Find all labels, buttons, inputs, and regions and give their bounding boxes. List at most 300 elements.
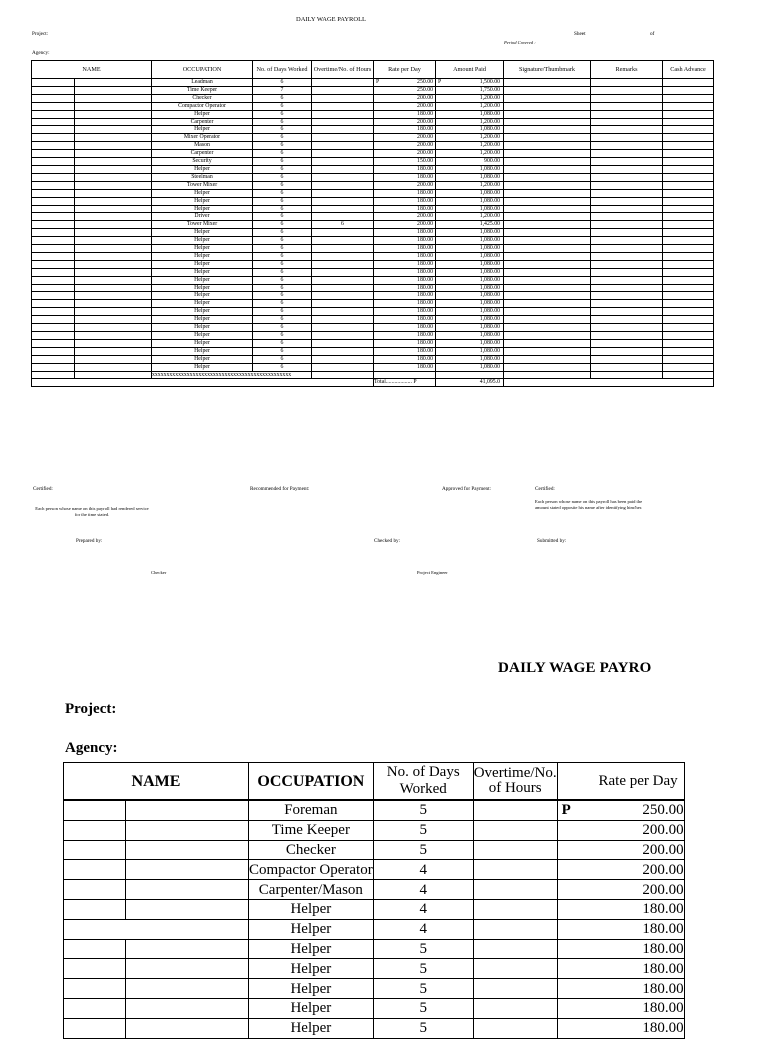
signature-cell bbox=[504, 316, 591, 324]
rate-cell bbox=[374, 86, 436, 94]
row-number-cell bbox=[32, 252, 75, 260]
row-number-cell bbox=[64, 899, 126, 919]
remarks-cell bbox=[591, 284, 663, 292]
days-cell bbox=[253, 173, 312, 181]
cash-advance-cell bbox=[663, 150, 714, 158]
overtime-cell bbox=[312, 324, 374, 332]
separator-cell bbox=[591, 371, 663, 379]
days-cell bbox=[253, 197, 312, 205]
header-signature: Signature/Thumbmark bbox=[504, 61, 591, 79]
separator-cell bbox=[436, 371, 504, 379]
rate-cell bbox=[374, 316, 436, 324]
days-cell bbox=[253, 142, 312, 150]
rate-cell bbox=[374, 150, 436, 158]
table-row bbox=[32, 102, 714, 110]
signature-cell bbox=[504, 142, 591, 150]
name-cell bbox=[75, 347, 152, 355]
cash-advance-cell bbox=[663, 142, 714, 150]
days-cell bbox=[253, 300, 312, 308]
amount-cell-value: 1,080.00 bbox=[479, 363, 500, 370]
amount-cell-value: 1,080.00 bbox=[479, 276, 500, 283]
table-row bbox=[32, 221, 714, 229]
rate-cell bbox=[557, 899, 684, 919]
rate-cell-value: 180.00 bbox=[417, 355, 433, 362]
occupation-cell-value: Foreman bbox=[284, 802, 338, 819]
days-cell-value: 4 bbox=[419, 901, 427, 918]
days-cell bbox=[253, 332, 312, 340]
days-cell bbox=[253, 268, 312, 276]
occupation-cell-value: Tower Mixer bbox=[186, 221, 218, 228]
rate-cell-value: 180.00 bbox=[417, 276, 433, 283]
days-cell bbox=[253, 102, 312, 110]
occupation-cell bbox=[152, 150, 253, 158]
rate-cell-value: 180.00 bbox=[417, 292, 433, 299]
table-row bbox=[32, 197, 714, 205]
cash-advance-cell bbox=[663, 252, 714, 260]
amount-cell bbox=[436, 347, 504, 355]
rate-cell bbox=[557, 840, 684, 860]
occupation-cell bbox=[249, 800, 374, 820]
separator-cell bbox=[152, 371, 312, 379]
rate-cell bbox=[374, 308, 436, 316]
amount-cell-value: 1,200.00 bbox=[479, 150, 500, 157]
occupation-cell-value: Helper bbox=[194, 110, 210, 117]
cash-advance-cell bbox=[663, 165, 714, 173]
occupation-cell-value: Time Keeper bbox=[186, 86, 218, 93]
days-cell bbox=[253, 355, 312, 363]
rate-cell-value: 180.00 bbox=[417, 332, 433, 338]
days-cell bbox=[253, 339, 312, 347]
rate-cell-value: 180.00 bbox=[417, 189, 433, 196]
amount-cell-value: 1,425.00 bbox=[479, 221, 500, 228]
rate-cell bbox=[374, 94, 436, 102]
remarks-cell bbox=[591, 205, 663, 213]
table-row bbox=[32, 339, 714, 347]
project-label: Project: bbox=[32, 31, 49, 37]
rate-cell-value: 180.00 bbox=[417, 110, 433, 117]
overtime-cell bbox=[312, 339, 374, 347]
overtime-cell bbox=[473, 919, 557, 939]
name-cell bbox=[75, 252, 152, 260]
rate-cell-value: 200.00 bbox=[417, 134, 433, 141]
row-number-cell bbox=[64, 800, 126, 820]
amount-cell bbox=[436, 86, 504, 94]
overtime-cell bbox=[473, 800, 557, 820]
prepared-by-label: Prepared by: bbox=[76, 538, 103, 544]
rate-cell-value: 180.00 bbox=[417, 126, 433, 133]
rate-cell bbox=[557, 820, 684, 840]
signature-cell bbox=[504, 252, 591, 260]
days-cell bbox=[253, 205, 312, 213]
name-cell bbox=[75, 339, 152, 347]
occupation-cell bbox=[152, 173, 253, 181]
amount-cell bbox=[436, 165, 504, 173]
name-cell bbox=[75, 134, 152, 142]
days-cell-value: 6 bbox=[280, 189, 284, 196]
table-row bbox=[32, 300, 714, 308]
header-occupation: OCCUPATION bbox=[152, 61, 253, 79]
cash-advance-cell bbox=[663, 110, 714, 118]
table-row bbox=[32, 158, 714, 166]
amount-cell bbox=[436, 102, 504, 110]
amount-cell bbox=[436, 150, 504, 158]
cash-advance-cell bbox=[663, 86, 714, 94]
separator-cell bbox=[75, 371, 152, 379]
days-cell-value: 6 bbox=[280, 300, 284, 307]
days-cell-value: 6 bbox=[280, 197, 284, 204]
days-cell bbox=[253, 237, 312, 245]
amount-cell bbox=[436, 363, 504, 371]
overtime-cell bbox=[473, 998, 557, 1018]
cash-advance-cell bbox=[663, 332, 714, 340]
table-row bbox=[32, 284, 714, 292]
name-cell bbox=[75, 197, 152, 205]
overtime-cell bbox=[473, 820, 557, 840]
rate-cell bbox=[374, 173, 436, 181]
rate-cell bbox=[374, 134, 436, 142]
days-cell-value: 6 bbox=[280, 126, 284, 133]
name-cell bbox=[75, 205, 152, 213]
rate-cell-value: 200.00 bbox=[417, 150, 433, 157]
signature-cell bbox=[504, 260, 591, 268]
name-cell bbox=[75, 102, 152, 110]
occupation-cell bbox=[152, 94, 253, 102]
signature-cell bbox=[504, 165, 591, 173]
overtime-cell bbox=[312, 260, 374, 268]
amount-cell-value: 1,200.00 bbox=[479, 94, 500, 101]
currency-symbol: P bbox=[376, 79, 380, 85]
rate-cell-value: 180.00 bbox=[417, 245, 433, 252]
row-number-cell bbox=[32, 142, 75, 150]
name-cell bbox=[75, 94, 152, 102]
row-number-cell bbox=[32, 300, 75, 308]
rate-cell-value: 180.00 bbox=[417, 363, 433, 370]
row-number-cell bbox=[64, 820, 126, 840]
cash-advance-cell bbox=[663, 229, 714, 237]
cash-advance-cell bbox=[663, 94, 714, 102]
days-cell-value: 6 bbox=[280, 181, 284, 188]
table-row bbox=[32, 94, 714, 102]
remarks-cell bbox=[591, 213, 663, 221]
row-number-cell bbox=[64, 860, 126, 880]
days-cell-value: 6 bbox=[280, 205, 284, 212]
occupation-cell-value: Carpenter bbox=[190, 150, 214, 157]
separator-cell bbox=[312, 371, 374, 379]
occupation-cell-value: Helper bbox=[290, 921, 332, 938]
overtime-cell bbox=[312, 245, 374, 253]
rate-cell-value: 180.00 bbox=[417, 308, 433, 315]
overtime-cell bbox=[312, 173, 374, 181]
occupation-cell-value: Helper bbox=[194, 332, 210, 338]
cash-advance-cell bbox=[663, 339, 714, 347]
overtime-cell-value: 6 bbox=[341, 221, 344, 228]
name-cell bbox=[75, 150, 152, 158]
table-row-large bbox=[64, 1018, 685, 1038]
row-number-cell bbox=[32, 173, 75, 181]
table-row bbox=[32, 268, 714, 276]
occupation-cell-value: Compactor Operator bbox=[178, 102, 226, 109]
table-row bbox=[32, 245, 714, 253]
rate-cell bbox=[374, 79, 436, 87]
table-row bbox=[32, 173, 714, 181]
cash-advance-cell bbox=[663, 126, 714, 134]
amount-cell-value: 1,080.00 bbox=[479, 205, 500, 212]
occupation-cell bbox=[152, 229, 253, 237]
amount-cell bbox=[436, 173, 504, 181]
rate-cell-value: 180.00 bbox=[642, 960, 684, 977]
overtime-cell bbox=[312, 158, 374, 166]
amount-cell-value: 1,080.00 bbox=[479, 197, 500, 204]
table-row bbox=[32, 110, 714, 118]
name-cell bbox=[126, 860, 249, 880]
name-cell bbox=[126, 840, 249, 860]
days-cell bbox=[373, 1018, 473, 1038]
table-row bbox=[32, 165, 714, 173]
total-label: Total.................. P bbox=[374, 379, 417, 386]
separator-cell bbox=[32, 371, 75, 379]
occupation-cell bbox=[152, 197, 253, 205]
days-cell bbox=[253, 252, 312, 260]
occupation-cell bbox=[152, 79, 253, 87]
name-cell bbox=[126, 899, 249, 919]
cash-advance-cell bbox=[663, 276, 714, 284]
project-label-large: Project: bbox=[65, 701, 117, 717]
table-row-large bbox=[64, 860, 685, 880]
days-cell-value: 7 bbox=[280, 86, 284, 93]
table-row bbox=[32, 308, 714, 316]
table-row bbox=[32, 181, 714, 189]
remarks-cell bbox=[591, 221, 663, 229]
occupation-cell-value: Leadman bbox=[191, 79, 213, 85]
occupation-cell bbox=[249, 979, 374, 999]
name-cell bbox=[75, 213, 152, 221]
amount-cell bbox=[436, 181, 504, 189]
row-number-cell bbox=[32, 110, 75, 118]
rate-cell-value: 150.00 bbox=[417, 158, 433, 165]
cash-advance-cell bbox=[663, 363, 714, 371]
rate-cell bbox=[374, 165, 436, 173]
amount-cell-value: 1,080.00 bbox=[479, 260, 500, 267]
amount-cell bbox=[436, 268, 504, 276]
occupation-cell-value: Helper bbox=[290, 1020, 332, 1037]
occupation-cell bbox=[152, 276, 253, 284]
amount-cell bbox=[436, 332, 504, 340]
amount-cell-value: 1,080.00 bbox=[479, 252, 500, 259]
rate-cell bbox=[557, 979, 684, 999]
rate-cell-value: 200.00 bbox=[642, 861, 684, 878]
table-row-large bbox=[64, 998, 685, 1018]
recommended-label: Recommended for Payment: bbox=[250, 486, 310, 492]
rate-cell-value: 180.00 bbox=[642, 980, 684, 997]
name-cell bbox=[75, 308, 152, 316]
rate-cell-value: 200.00 bbox=[642, 881, 684, 898]
table-row bbox=[32, 134, 714, 142]
overtime-cell bbox=[312, 205, 374, 213]
table-row bbox=[32, 252, 714, 260]
days-cell-value: 6 bbox=[280, 237, 284, 244]
overtime-cell bbox=[312, 316, 374, 324]
occupation-cell-value: Helper bbox=[194, 347, 210, 354]
header-days-large: No. of Days Worked bbox=[373, 763, 473, 801]
days-cell-value: 6 bbox=[280, 142, 284, 149]
days-cell bbox=[253, 79, 312, 87]
overtime-cell bbox=[473, 939, 557, 959]
days-cell bbox=[373, 998, 473, 1018]
days-cell-value: 5 bbox=[419, 841, 427, 858]
days-cell-value: 6 bbox=[280, 308, 284, 315]
overtime-cell bbox=[312, 268, 374, 276]
rate-cell bbox=[374, 181, 436, 189]
name-cell bbox=[75, 118, 152, 126]
cash-advance-cell bbox=[663, 197, 714, 205]
approved-label: Approved for Payment: bbox=[442, 486, 491, 492]
rate-cell-value: 200.00 bbox=[417, 94, 433, 101]
certified-left-text: Each person whose name on this payroll had rendered service for the time stated. bbox=[35, 506, 149, 517]
amount-cell-value: 1,200.00 bbox=[479, 102, 500, 109]
overtime-cell bbox=[312, 142, 374, 150]
days-cell-value: 6 bbox=[280, 276, 284, 283]
signature-cell bbox=[504, 189, 591, 197]
days-cell bbox=[373, 860, 473, 880]
remarks-cell bbox=[591, 276, 663, 284]
rate-cell bbox=[374, 158, 436, 166]
rate-cell bbox=[374, 268, 436, 276]
overtime-cell bbox=[312, 118, 374, 126]
separator-cell bbox=[374, 371, 436, 379]
rate-cell-value: 180.00 bbox=[417, 229, 433, 236]
rate-cell-value: 180.00 bbox=[417, 324, 433, 331]
header-remarks: Remarks bbox=[591, 61, 663, 79]
amount-cell-value: 1,200.00 bbox=[479, 134, 500, 141]
table-row bbox=[32, 363, 714, 371]
amount-cell bbox=[436, 339, 504, 347]
cash-advance-cell bbox=[663, 316, 714, 324]
occupation-cell bbox=[152, 332, 253, 340]
amount-cell-value: 1,080.00 bbox=[479, 165, 500, 172]
row-number-cell bbox=[32, 181, 75, 189]
occupation-cell-value: Helper bbox=[194, 316, 210, 323]
remarks-cell bbox=[591, 363, 663, 371]
table-row bbox=[32, 118, 714, 126]
header-amount: Amount Paid bbox=[436, 61, 504, 79]
amount-cell bbox=[436, 205, 504, 213]
payroll-table bbox=[31, 60, 714, 387]
occupation-cell bbox=[152, 158, 253, 166]
signature-cell bbox=[504, 158, 591, 166]
rate-cell bbox=[374, 221, 436, 229]
certified-right-text: Each person whose name on this payroll has been paid the amount stated opposite his name after identifying him/her. bbox=[535, 499, 643, 510]
occupation-cell bbox=[249, 959, 374, 979]
days-cell bbox=[253, 347, 312, 355]
rate-cell bbox=[374, 213, 436, 221]
remarks-cell bbox=[591, 292, 663, 300]
overtime-cell bbox=[312, 276, 374, 284]
cash-advance-cell bbox=[663, 221, 714, 229]
occupation-cell bbox=[152, 245, 253, 253]
amount-cell-value: 1,080.00 bbox=[479, 284, 500, 291]
amount-cell-value: 1,080.00 bbox=[479, 268, 500, 275]
rate-cell-value: 180.00 bbox=[642, 940, 684, 957]
row-number-cell bbox=[32, 292, 75, 300]
overtime-cell bbox=[312, 221, 374, 229]
rate-cell-value: 250.00 bbox=[642, 802, 684, 819]
rate-cell-value: 180.00 bbox=[417, 347, 433, 354]
remarks-cell bbox=[591, 237, 663, 245]
total-spacer bbox=[32, 379, 374, 387]
cash-advance-cell bbox=[663, 173, 714, 181]
rate-cell bbox=[374, 205, 436, 213]
occupation-cell-value: Helper bbox=[194, 268, 210, 275]
currency-symbol: P bbox=[438, 79, 442, 85]
rate-cell bbox=[374, 347, 436, 355]
row-number-cell bbox=[32, 221, 75, 229]
occupation-cell bbox=[249, 880, 374, 900]
table-row bbox=[32, 276, 714, 284]
days-cell bbox=[253, 221, 312, 229]
row-number-cell bbox=[64, 1018, 126, 1038]
amount-cell bbox=[436, 221, 504, 229]
overtime-cell bbox=[312, 308, 374, 316]
overtime-cell bbox=[312, 150, 374, 158]
rate-cell bbox=[374, 355, 436, 363]
row-number-cell bbox=[64, 880, 126, 900]
checked-by-label: Checked by: bbox=[374, 538, 401, 544]
certified-left-label: Certified: bbox=[33, 486, 53, 492]
amount-cell-value: 1,080.00 bbox=[479, 324, 500, 331]
rate-cell bbox=[374, 229, 436, 237]
rate-cell-value: 180.00 bbox=[642, 1020, 684, 1037]
name-cell bbox=[75, 268, 152, 276]
days-cell-value: 6 bbox=[280, 173, 284, 180]
overtime-cell bbox=[312, 79, 374, 87]
cash-advance-cell bbox=[663, 300, 714, 308]
overtime-cell bbox=[473, 959, 557, 979]
table-row-large bbox=[64, 979, 685, 999]
row-number-cell bbox=[32, 197, 75, 205]
occupation-cell bbox=[152, 221, 253, 229]
occupation-cell-value: Helper bbox=[194, 355, 210, 362]
row-number-cell bbox=[32, 324, 75, 332]
amount-cell bbox=[436, 134, 504, 142]
rate-cell bbox=[374, 276, 436, 284]
rate-cell bbox=[374, 363, 436, 371]
cash-advance-cell bbox=[663, 102, 714, 110]
row-number-cell bbox=[32, 189, 75, 197]
rate-cell-value: 200.00 bbox=[642, 841, 684, 858]
table-row-large bbox=[64, 880, 685, 900]
row-number-cell bbox=[32, 229, 75, 237]
total-empty bbox=[504, 379, 714, 387]
rate-cell bbox=[374, 324, 436, 332]
row-number-cell bbox=[32, 102, 75, 110]
signature-cell bbox=[504, 332, 591, 340]
row-number-cell bbox=[32, 205, 75, 213]
occupation-cell-value: Helper bbox=[194, 197, 210, 204]
days-cell-value: 6 bbox=[280, 102, 284, 109]
overtime-cell bbox=[312, 189, 374, 197]
signature-cell bbox=[504, 150, 591, 158]
row-number-cell bbox=[32, 245, 75, 253]
overtime-cell bbox=[312, 197, 374, 205]
occupation-cell bbox=[152, 213, 253, 221]
days-cell bbox=[373, 939, 473, 959]
days-cell-value: 5 bbox=[419, 940, 427, 957]
days-cell-value: 6 bbox=[280, 324, 284, 331]
table-row-large bbox=[64, 800, 685, 820]
table-row bbox=[32, 213, 714, 221]
signature-cell bbox=[504, 205, 591, 213]
occupation-cell bbox=[152, 102, 253, 110]
